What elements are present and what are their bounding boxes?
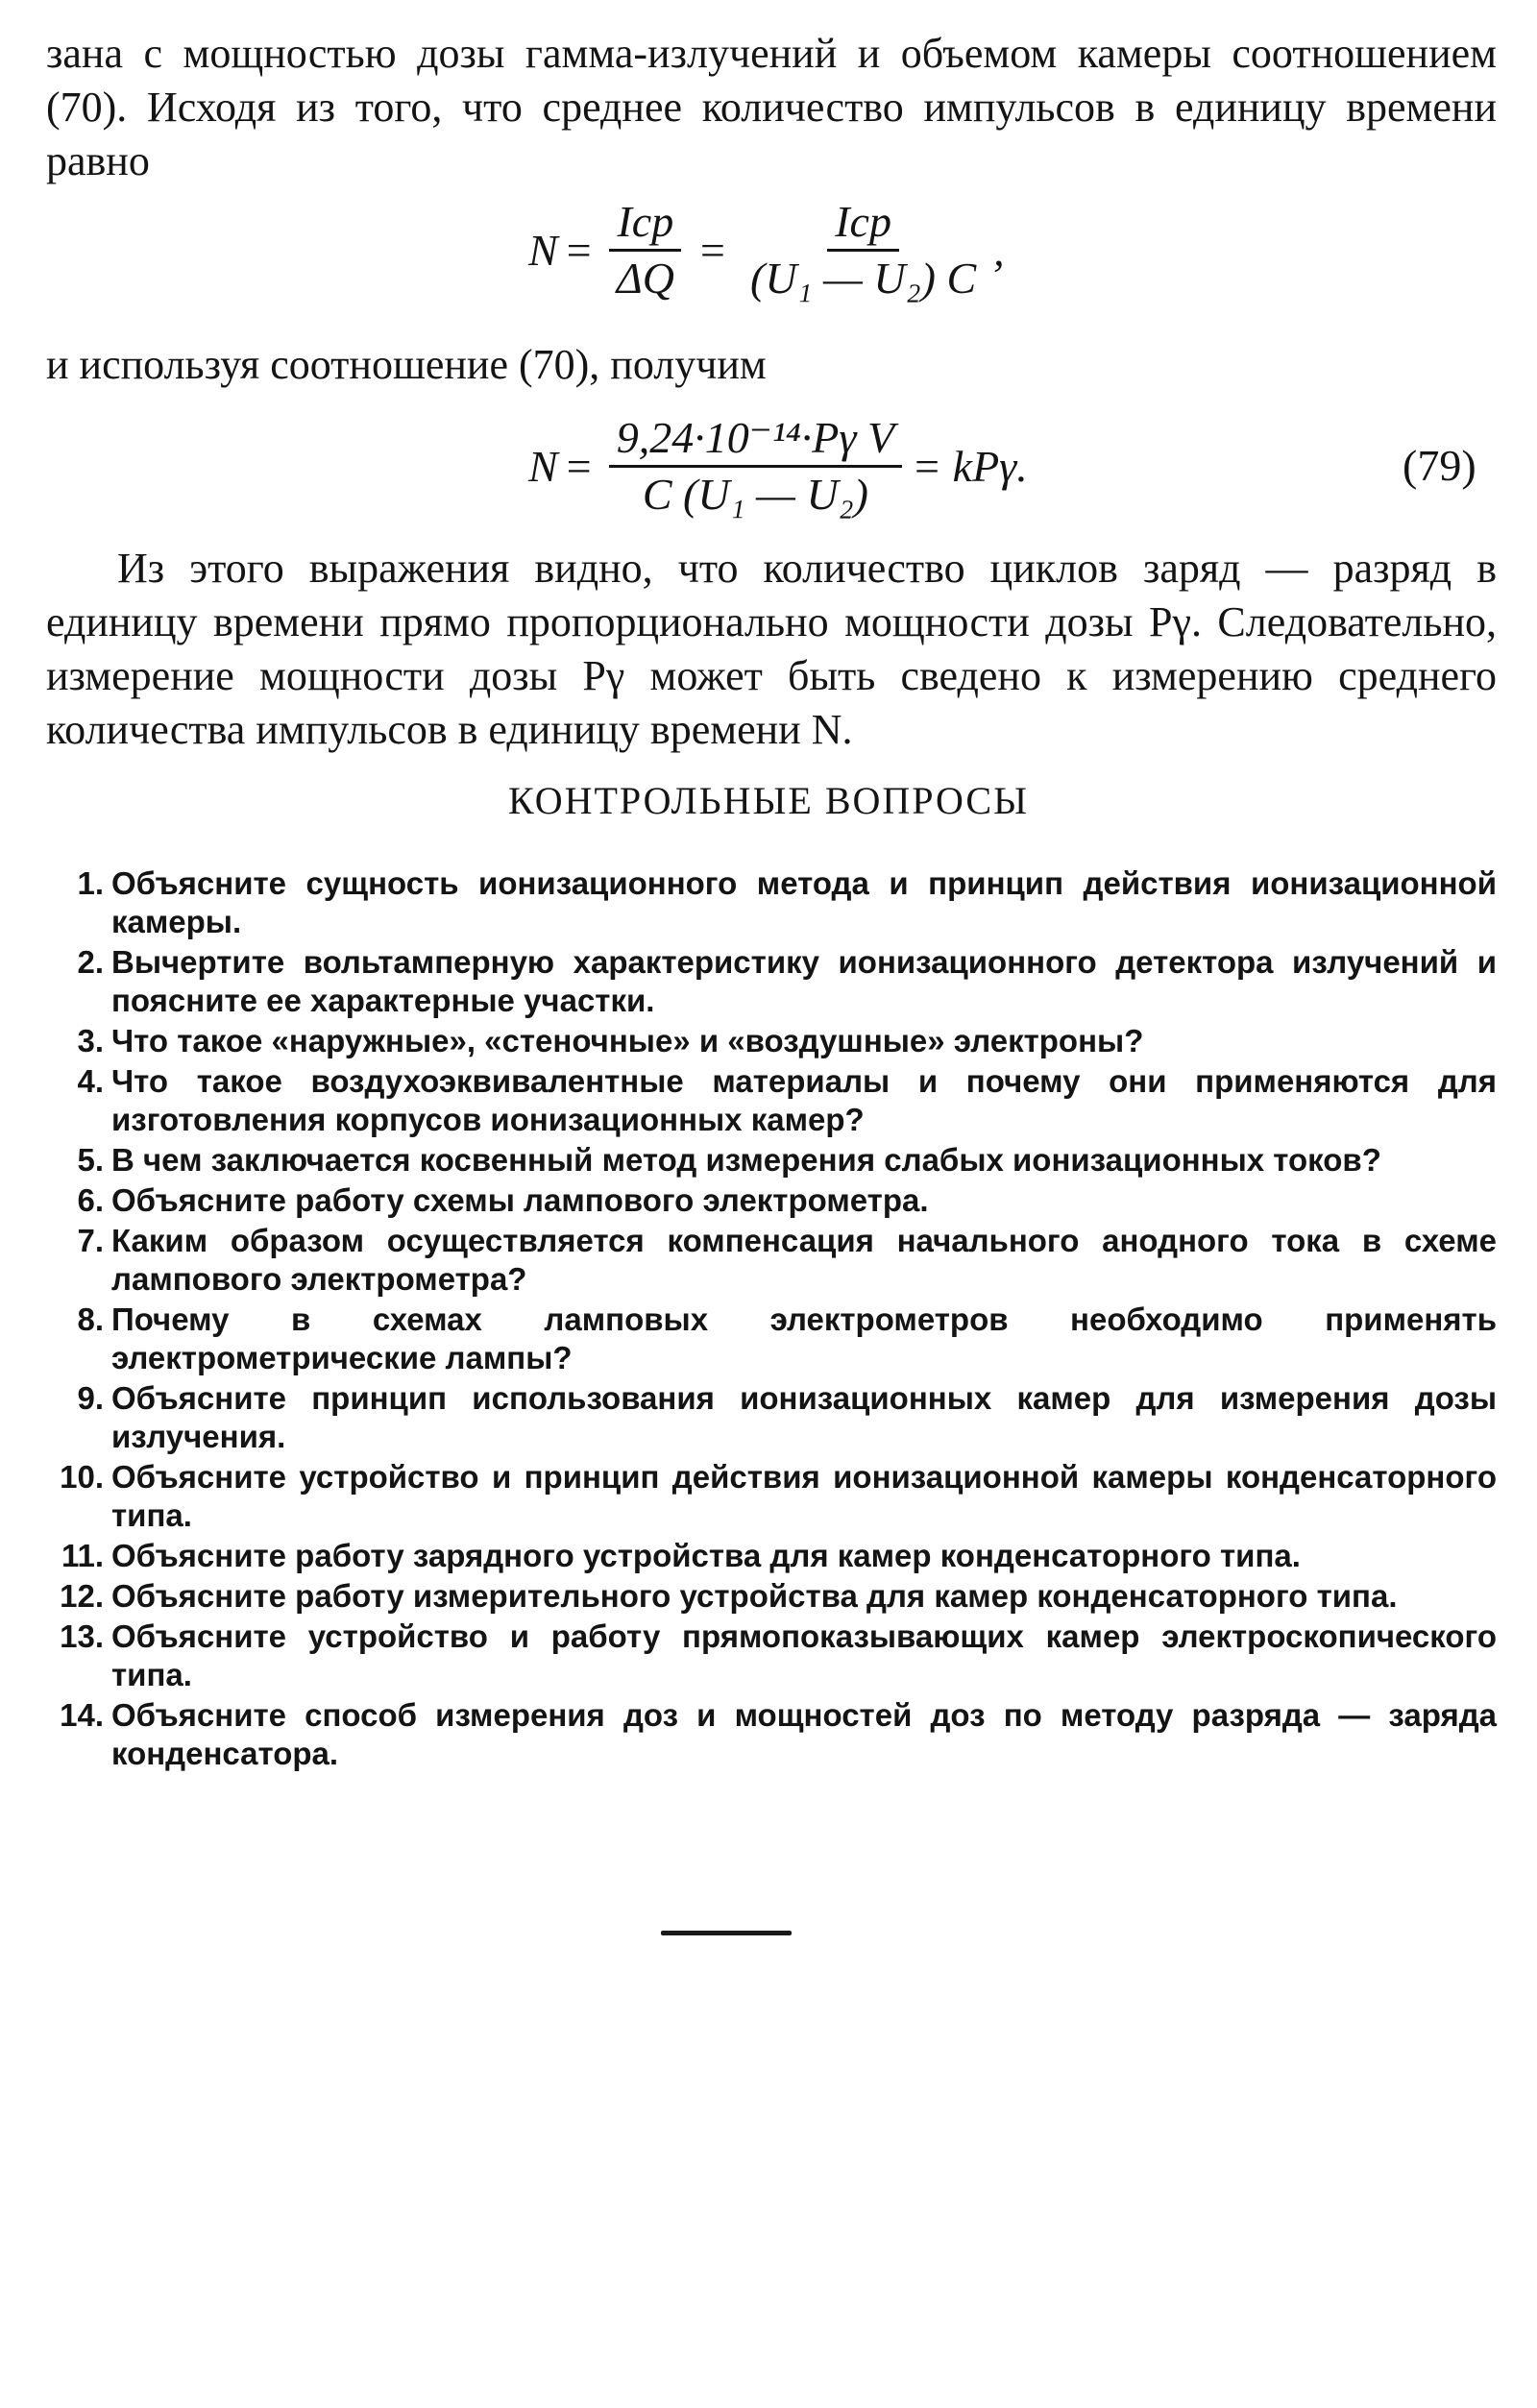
question-number: 7. — [77, 1223, 104, 1258]
question-number: 12. — [60, 1578, 104, 1614]
formula-lhs: N — [528, 441, 558, 491]
question-number: 13. — [60, 1618, 104, 1654]
question-text: Объясните устройство и работу прямопоказывающих камер электроскопического типа. — [111, 1618, 1497, 1692]
questions-list — [46, 864, 1497, 1775]
question-text: Объясните устройство и принцип действия ионизационной камеры конденсаторного типа. — [111, 1459, 1497, 1533]
fraction-numerator: 9,24·10⁻¹⁴·Pγ V — [609, 413, 902, 468]
question-text: Что такое «наружные», «стеночные» и «воздушные» электроны? — [111, 1023, 1144, 1058]
formula-lhs: N — [528, 225, 558, 275]
question-item — [46, 1181, 1497, 1220]
equation-number: (79) — [1403, 441, 1476, 490]
question-number: 5. — [77, 1142, 104, 1178]
fraction-current-over-charge — [609, 197, 682, 304]
question-item — [46, 1379, 1497, 1456]
question-text: Объясните способ измерения доз и мощностей доз по методу разряда — заряда конденсатора. — [111, 1697, 1497, 1771]
question-item — [46, 864, 1497, 941]
question-number: 8. — [77, 1301, 104, 1337]
question-text: Объясните работу измерительного устройства для камер конденсаторного типа. — [111, 1578, 1398, 1614]
question-text: Объясните принцип использования ионизационных камер для измерения дозы излучения. — [111, 1380, 1497, 1454]
question-item — [46, 1062, 1497, 1139]
question-item — [46, 1141, 1497, 1180]
question-text: Объясните сущность ионизационного метода и принцип действия ионизационной камеры. — [111, 865, 1497, 939]
section-end-rule — [661, 1931, 792, 1935]
formula-comma: , — [993, 225, 1005, 275]
formula-count-rate — [528, 192, 1005, 307]
question-number: 6. — [77, 1182, 104, 1218]
paragraph-using-relation: и используя соотношение (70), получим — [46, 341, 767, 388]
question-item — [46, 1696, 1497, 1773]
question-number: 9. — [77, 1380, 104, 1416]
question-item — [46, 1222, 1497, 1299]
fraction-dose-rate — [609, 413, 902, 520]
question-text: Каким образом осуществляется компенсация начального анодного тока в схеме лампового электрометра? — [111, 1223, 1497, 1297]
question-item — [46, 943, 1497, 1020]
question-item — [46, 1301, 1497, 1377]
question-text: Объясните работу схемы лампового электрометра. — [111, 1182, 929, 1218]
formula-79 — [528, 403, 1028, 528]
fraction-denominator: ΔQ — [616, 253, 674, 303]
formula-rhs: = kPγ. — [912, 441, 1028, 491]
question-number: 1. — [77, 865, 104, 901]
fraction-numerator: Iср — [609, 197, 681, 252]
question-number: 10. — [60, 1459, 104, 1495]
fraction-denominator: (U₁ — U₂) C — [750, 253, 977, 303]
fraction-denominator: C (U₁ — U₂) — [642, 469, 868, 519]
formula-equals: = — [696, 225, 727, 275]
question-text: Что такое воздухоэквивалентные материалы и почему они применяются для изготовления корпусов ионизационных камер? — [111, 1063, 1497, 1137]
question-number: 4. — [77, 1063, 104, 1099]
question-text: В чем заключается косвенный метод измерения слабых ионизационных токов? — [111, 1142, 1381, 1178]
section-heading: КОНТРОЛЬНЫЕ ВОПРОСЫ — [508, 779, 1029, 822]
paragraph-conclusion: Из этого выражения видно, что количество циклов заряд — разряд в единицу времени прямо пропорционально мощности дозы Pγ. Следовательно, измерение мощности дозы Pγ может быть сведено к измерению среднего количества импульсов в единицу времени N. — [46, 545, 1497, 753]
question-item — [46, 1458, 1497, 1535]
question-item — [46, 1577, 1497, 1616]
fraction-numerator: Iср — [827, 197, 899, 252]
question-item — [46, 1537, 1497, 1575]
formula-equals: = — [563, 225, 594, 275]
question-number: 11. — [61, 1538, 104, 1573]
question-text: Почему в схемах ламповых электрометров необходимо применять электрометрические лампы? — [111, 1301, 1497, 1375]
question-text: Вычертите вольтамперную характеристику ионизационного детектора излучений и поясните ее характерные участки. — [111, 944, 1497, 1018]
question-item — [46, 1022, 1497, 1060]
fraction-current-over-voltage — [743, 197, 984, 304]
formula-equals: = — [563, 441, 594, 491]
question-number: 2. — [77, 944, 104, 980]
question-number: 3. — [77, 1023, 104, 1058]
paragraph-intro: зана с мощностью дозы гамма-излучений и объемом камеры соотношением (70). Исходя из того, что среднее количество импульсов в единицу времени равно — [46, 30, 1497, 184]
question-number: 14. — [60, 1697, 104, 1733]
question-text: Объясните работу зарядного устройства для камер конденсаторного типа. — [111, 1538, 1301, 1573]
question-item — [46, 1617, 1497, 1694]
